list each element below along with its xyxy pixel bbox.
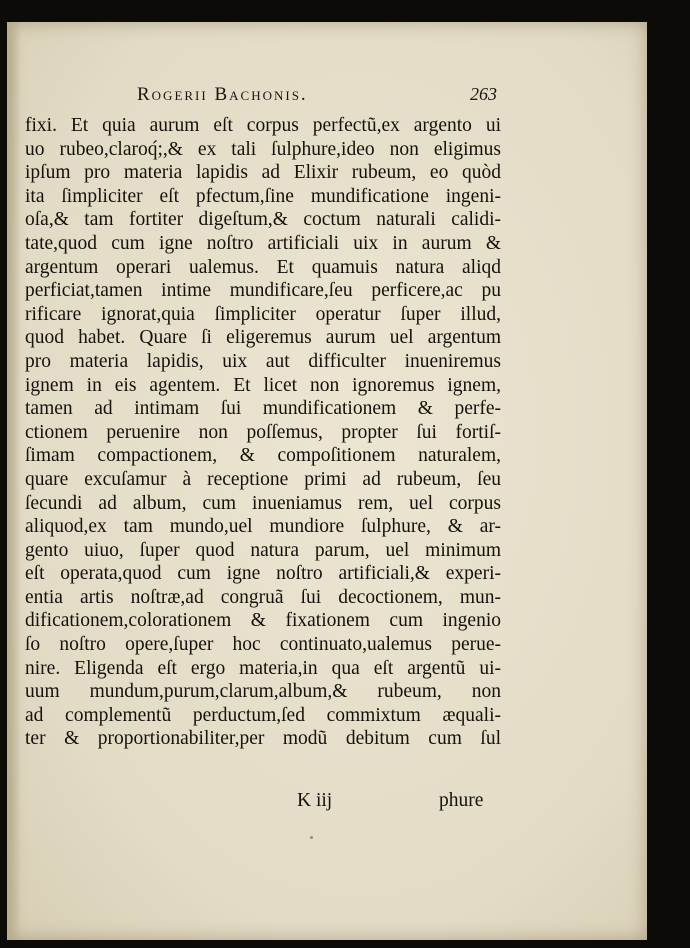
- text-line: ter & proportionabiliter,per modũ debitum cum ſul: [25, 728, 501, 750]
- text-line: ignem in eis agentem. Et licet non ignoremus ignem,: [25, 374, 501, 396]
- text-line: ctionem peruenire non poſſemus, propter ſui fortiſ-: [25, 421, 501, 443]
- text-line: rificare ignorat,quia ſimpliciter operatur ſuper illud,: [25, 303, 501, 325]
- text-line: uum mundum,purum,clarum,album,& rubeum, non: [25, 681, 501, 703]
- text-line: gento uiuo, ſuper quod natura parum, uel minimum: [25, 539, 501, 561]
- text-line: uo rubeo,claroq́;,& ex tali ſulphure,ideo non eligimus: [25, 138, 501, 160]
- text-line: tate,quod cum igne noſtro artificiali uix in aurum &: [25, 232, 501, 254]
- text-line: entia artis noſtræ,ad congruã ſui decoctionem, mun-: [25, 586, 501, 608]
- text-line: ſecundi ad album, cum inueniamus rem, uel corpus: [25, 492, 501, 514]
- text-line: ſimam compactionem, & compoſitionem naturalem,: [25, 445, 501, 467]
- text-line: perficiat,tamen intime mundificare,ſeu perficere,ac pu: [25, 280, 501, 302]
- text-line: pro materia lapidis, uix aut difficulter inueniremus: [25, 350, 501, 372]
- book-page: [7, 22, 647, 940]
- text-line: eſt operata,quod cum igne noſtro artificiali,& experi-: [25, 563, 501, 585]
- paper-speck: [310, 836, 313, 839]
- text-line: ad complementũ perductum,ſed commixtum æquali-: [25, 704, 501, 726]
- running-head: [7, 84, 647, 108]
- signature-line: [7, 790, 647, 814]
- running-title: Rogerii Bachonis.: [137, 84, 308, 105]
- text-line: quare excuſamur à receptione primi ad rubeum, ſeu: [25, 468, 501, 490]
- page-number: 263: [470, 84, 497, 104]
- text-line: argentum operari ualemus. Et quamuis natura aliqd: [25, 256, 501, 278]
- text-line: quod habet. Quare ſi eligeremus aurum uel argentum: [25, 327, 501, 349]
- text-line: aliquod,ex tam mundo,uel mundiore ſulphure, & ar-: [25, 516, 501, 538]
- text-line: ſo noſtro opere,ſuper hoc continuato,ualemus perue-: [25, 634, 501, 656]
- text-line: tamen ad intimam ſui mundificationem & perfe-: [25, 398, 501, 420]
- text-line: oſa,& tam fortiter digeſtum,& coctum naturali calidi-: [25, 209, 501, 231]
- text-line: ita ſimpliciter eſt pfectum,ſine mundificatione ingeni-: [25, 185, 501, 207]
- text-line: nire. Eligenda eſt ergo materia,in qua eſt argentũ ui-: [25, 657, 501, 679]
- text-line: fixi. Et quia aurum eſt corpus perfectũ,ex argento ui: [25, 115, 501, 136]
- text-line: ipſum pro materia lapidis ad Elixir rubeum, eo quòd: [25, 162, 501, 184]
- catchword: phure: [439, 790, 484, 811]
- body-text: [25, 114, 501, 751]
- text-line: dificationem,colorationem & fixationem cum ingenio: [25, 610, 501, 632]
- signature-mark: K iij: [297, 790, 333, 811]
